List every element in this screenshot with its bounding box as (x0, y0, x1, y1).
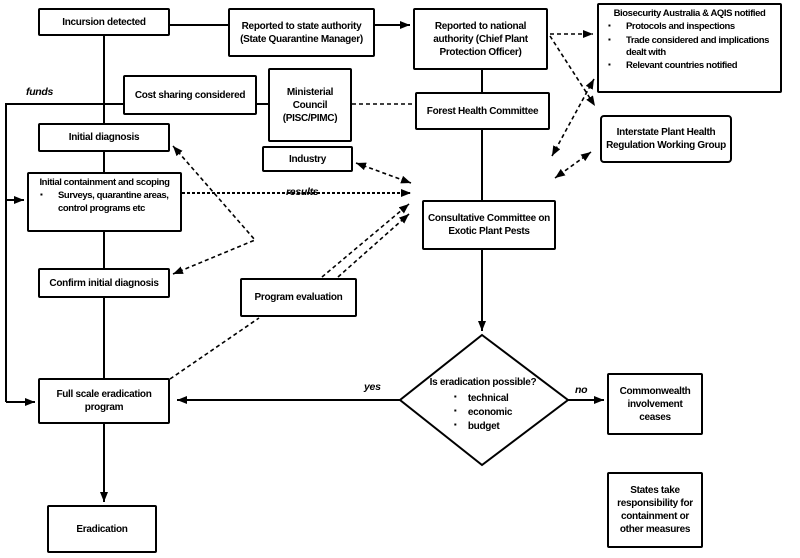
node-consultative-committee: Consultative Committee on Exotic Plant Pests (422, 200, 556, 250)
node-reported-national-authority: Reported to national authority (Chief Plant Protection Officer) (413, 8, 548, 70)
decision-list (454, 391, 512, 433)
list-item: ▪ Relevant countries notified (608, 60, 738, 72)
bullet-icon: ▪ (453, 420, 457, 429)
node-interstate-working-group: Interstate Plant Health Regulation Working Group (600, 115, 732, 163)
node-biosecurity-aqis: Biosecurity Australia & AQIS notified ▪ Protocols and inspections ▪ Trade considered and implications dealt with ▪ Relevant countries notified (597, 3, 782, 93)
bullet-icon: ▪ (608, 34, 611, 44)
bullet-icon: ▪ (453, 392, 457, 401)
edge-program-eval-to-ccepp-1 (322, 204, 409, 277)
node-industry: Industry (262, 146, 353, 172)
node-ministerial-council: Ministerial Council (PISC/PIMC) (268, 68, 352, 142)
node-initial-diagnosis: Initial diagnosis (38, 123, 170, 152)
edge-label-results: results (286, 186, 319, 198)
edge-ccepp-to-diagnoses (173, 146, 255, 274)
list-item: ▪ economic (453, 406, 513, 418)
node-program-evaluation: Program evaluation (240, 278, 357, 317)
node-reported-state-authority: Reported to state authority (State Quarantine Manager) (228, 8, 375, 57)
list-item: ▪ Trade considered and implications dealt with (608, 34, 770, 59)
list-item: ▪ budget (453, 420, 500, 432)
edge-biosecurity-ccepp (552, 79, 594, 156)
edge-label-no: no (575, 384, 588, 396)
edge-program-eval-to-ccepp-2 (338, 214, 409, 277)
edge-label-funds: funds (26, 86, 54, 98)
edge-full-scale-to-program-eval (170, 318, 259, 379)
list-item: ▪ Protocols and inspections (608, 21, 735, 33)
bullet-icon: ▪ (608, 21, 611, 31)
node-eradication: Eradication (47, 505, 157, 553)
bullet-icon: ▪ (453, 406, 457, 415)
edge-industry-ccepp (356, 163, 411, 183)
bullet-icon: ▪ (40, 190, 43, 200)
list-item: ▪ technical (453, 392, 509, 404)
list-item: ▪ Surveys, quarantine areas, control programs etc (40, 190, 169, 214)
bullet-icon: ▪ (608, 60, 611, 70)
edge-national-to-interstate (550, 36, 595, 106)
node-forest-health-committee: Forest Health Committee (415, 92, 550, 130)
node-eradication-decision: Is eradication possible? ▪ technical ▪ economic ▪ budget (429, 377, 537, 432)
edge-label-yes: yes (364, 381, 381, 393)
node-states-responsibility: States take responsibility for containment or other measures (607, 472, 703, 548)
node-full-scale-eradication: Full scale eradication program (38, 378, 170, 424)
node-confirm-initial-diagnosis: Confirm initial diagnosis (38, 268, 170, 298)
node-incursion-detected: Incursion detected (38, 8, 170, 36)
edge-interstate-ccepp (555, 152, 591, 178)
node-cost-sharing: Cost sharing considered (123, 75, 257, 115)
node-initial-containment: Initial containment and scoping ▪ Surveys, quarantine areas, control programs etc (27, 172, 182, 232)
node-commonwealth-ceases: Commonwealth involvement ceases (607, 373, 703, 435)
